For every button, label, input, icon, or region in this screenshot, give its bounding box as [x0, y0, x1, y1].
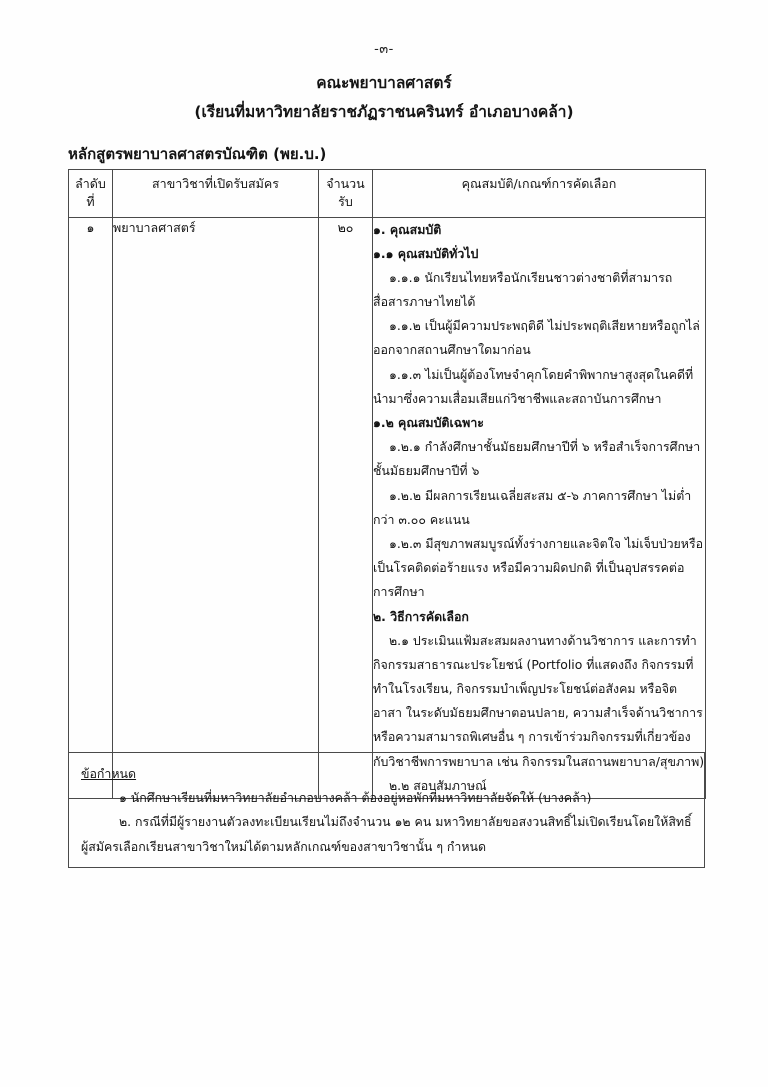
qualification-line: ๑.๒ คุณสมบัติเฉพาะ: [373, 415, 484, 430]
qualification-line: ๒.๑ ประเมินแฟ้มสะสมผลงานทางด้านวิชาการ และการทำกิจกรรมสาธารณะประโยชน์ (Portfolio ที่แสดงถึง กิจกรรมที่ทำในโรงเรียน, กิจกรรมบำเพ็ญประโยชน์ต่อสังคม หรือจิตอาสา ในระดับมัธยมศึกษาตอนปลาย, ความสำเร็จด้านวิชาการหรือความสามารถพิเศษอื่น ๆ การเข้าร่วมกิจกรรมที่เกี่ยวข้องกับวิชาชีพการพยาบาล เช่น กิจกรรมในสถานพยาบาล/สุขภาพ): [373, 632, 705, 769]
qualification-line: ๑.๒.๑ กำลังศึกษาชั้นมัธยมศึกษาปีที่ ๖ หรือสำเร็จการศึกษาชั้นมัธยมศึกษาปีที่ ๖: [373, 439, 701, 479]
qualification-line: ๒.๒ สอบสัมภาษณ์: [389, 777, 487, 793]
cell-order-number: ๑: [69, 217, 113, 799]
qualification-line: ๑.๑.๑ นักเรียนไทยหรือนักเรียนชาวต่างชาติที่สามารถสื่อสารภาษาไทยได้: [373, 269, 673, 310]
column-header-seats-line2: รับ: [338, 193, 353, 209]
column-header-qualifications-line1: คุณสมบัติ/เกณฑ์การคัดเลือก: [461, 176, 617, 191]
qualification-line: ๑.๒.๒ มีผลการเรียนเฉลี่ยสะสม ๕-๖ ภาคการศึกษา ไม่ต่ำกว่า ๓.๐๐ คะแนน: [373, 487, 692, 527]
qualification-line: ๑. คุณสมบัติ: [373, 221, 442, 237]
cell-qualifications: [373, 217, 706, 799]
column-header-order-line2: ที่: [86, 193, 95, 209]
column-header-qualifications: [373, 170, 706, 218]
qualification-line: ๑.๒.๓ มีสุขภาพสมบูรณ์ทั้งร่างกายและจิตใจ ไม่เจ็บป่วยหรือเป็นโรคติดต่อร้ายแรง หรือมีความผิดปกติ ที่เป็นอุปสรรคต่อการศึกษา: [373, 535, 704, 600]
condition-item: ๑ นักศึกษาเรียนที่มหาวิทยาลัยอำเภอบางคล้า ต้องอยู่หอพักที่มหาวิทยาลัยจัดให้ (บางคล้า): [119, 790, 592, 806]
qualification-line: ๒. วิธีการคัดเลือก: [373, 608, 469, 624]
qualification-line: ๑.๑.๓ ไม่เป็นผู้ต้องโทษจำคุกโดยคำพิพากษาสูงสุดในคดีที่นำมาซึ่งความเสื่อมเสียแก่วิชาชีพและสถาบันการศึกษา: [373, 366, 694, 406]
cell-seat-count: ๒๐: [319, 217, 373, 799]
column-header-seats: [319, 170, 373, 218]
page-number: -๓-: [374, 42, 394, 57]
column-header-major: [113, 170, 319, 218]
qualification-line: ๑.๑.๒ เป็นผู้มีความประพฤติดี ไม่ประพฤติเสียหายหรือถูกไล่ออกจากสถานศึกษาใดมาก่อน: [373, 318, 700, 358]
column-header-order-line1: ลำดับ: [75, 176, 106, 191]
column-header-major-line1: สาขาวิชาที่เปิดรับสมัคร: [152, 176, 279, 191]
conditions-title: ข้อกำหนด: [81, 766, 137, 781]
faculty-title: คณะพยาบาลศาสตร์: [316, 74, 452, 92]
campus-location-note: (เรียนที่มหาวิทยาลัยราชภัฏราชนครินทร์ อำเภอบางคล้า): [194, 103, 574, 121]
table-header-row: [69, 170, 706, 218]
table-row: [69, 217, 706, 799]
conditions-box: [68, 752, 705, 868]
condition-item: ๒. กรณีที่มีผู้รายงานตัวลงทะเบียนเรียนไม่ถึงจำนวน ๑๒ คน มหาวิทยาลัยขอสงวนสิทธิ์ไม่เปิดเรียนโดยให้สิทธิ์ผู้สมัครเลือกเรียนสาขาวิชาใหม่ได้ตามหลักเกณฑ์ของสาขาวิชานั้น ๆ กำหนด: [81, 814, 692, 854]
program-title: หลักสูตรพยาบาลศาสตรบัณฑิต (พย.บ.): [68, 145, 327, 163]
cell-major-name: พยาบาลศาสตร์: [113, 217, 319, 799]
column-header-order: [69, 170, 113, 218]
admissions-table: [68, 169, 706, 799]
qualification-line: ๑.๑ คุณสมบัติทั่วไป: [373, 245, 479, 261]
column-header-seats-line1: จำนวน: [326, 176, 365, 191]
